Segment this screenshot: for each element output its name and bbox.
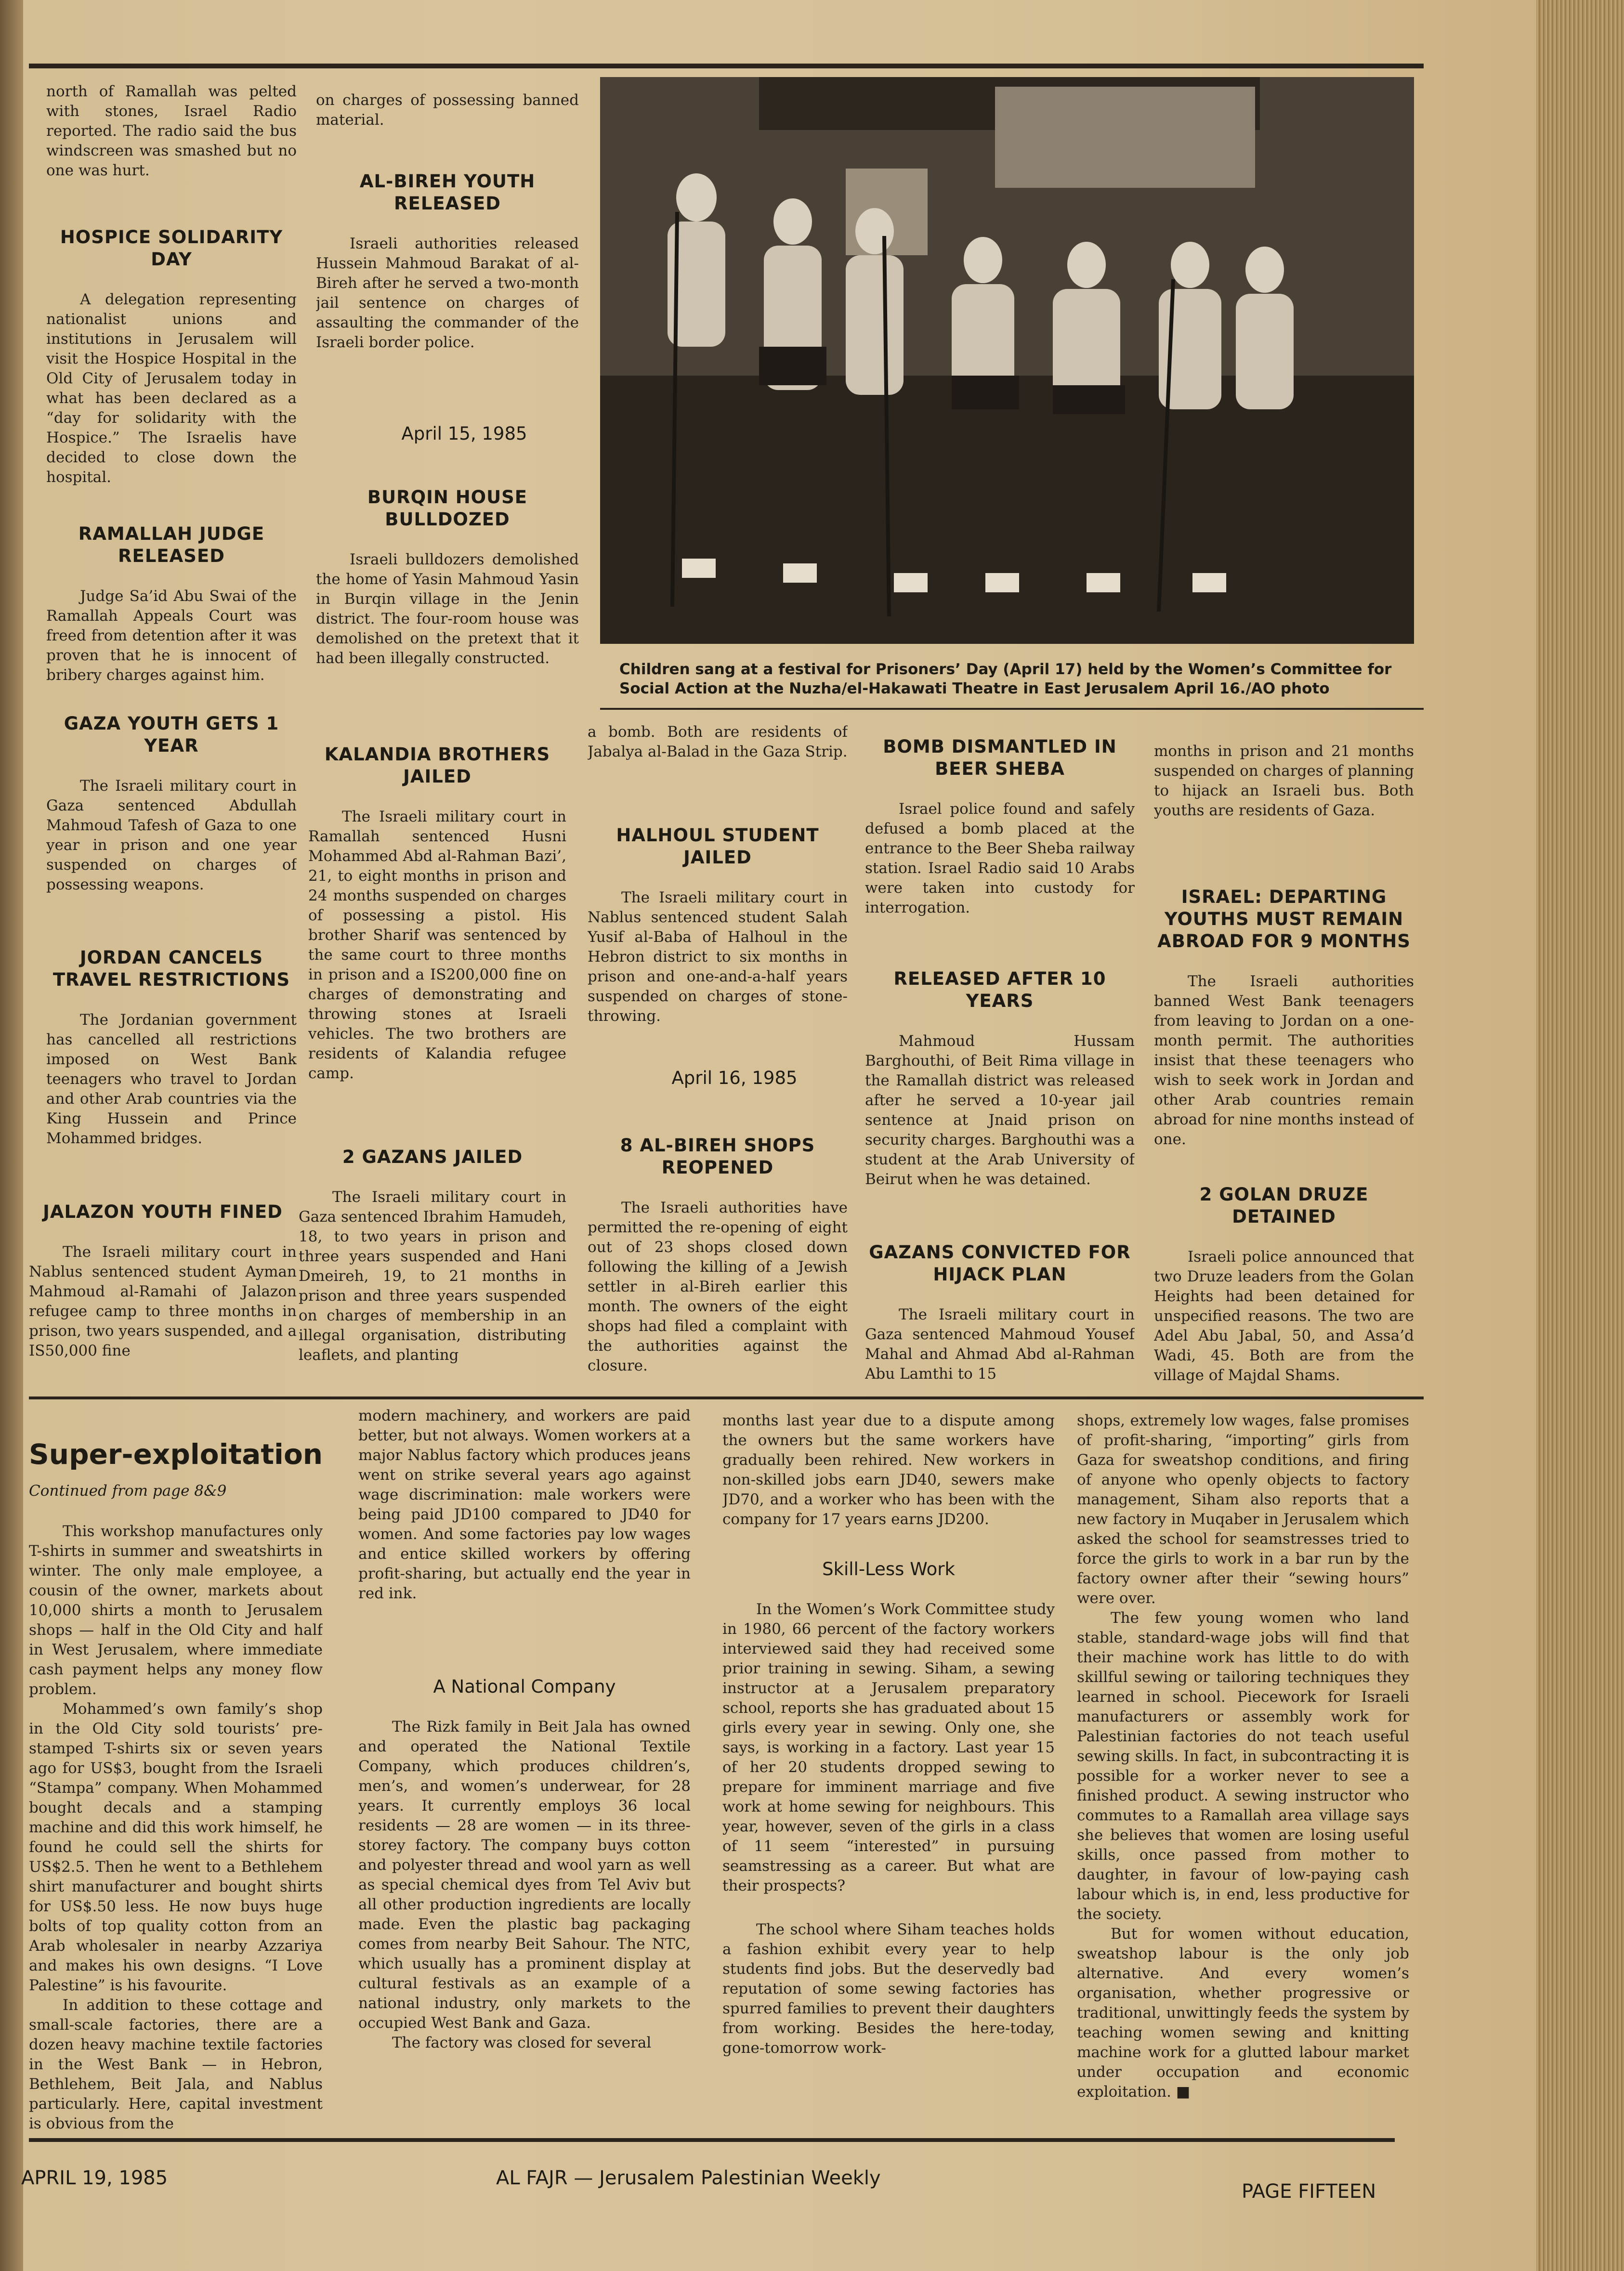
article-kalandia xyxy=(308,744,566,1083)
photo-bottom-rule xyxy=(600,708,1424,710)
article-text: The Israeli military court in Gaza sentenced Mahmoud Yousef Mahal and Ahmad Abd al-Rahman Abu Lamthi to 15 xyxy=(865,1306,1135,1383)
article-intro xyxy=(46,82,297,181)
article-burqin xyxy=(316,486,579,668)
feature-paragraph: Mohammed’s own family’s shop in the Old City sold tourists’ pre-stamped T-shirts six or seven years ago for US$3, bought from the Israeli “Stampa” company. When Mohammed bought decals and a stamping machine and did this work himself, he found he could sell the shirts for US$2.5. Then he went to a Bethlehem shirt manufacturer and bought shirts for US$.50 less. He now buys huge bolts of top quality cotton from an Arab wholesaler in nearby Azzariya and makes his own designs. “I Love Palestine” is his favourite. xyxy=(29,1700,323,1994)
headline: RAMALLAH JUDGE RELEASED xyxy=(78,523,265,566)
headline: 2 GOLAN DRUZE DETAINED xyxy=(1199,1184,1369,1227)
headline: GAZA YOUTH GETS 1 YEAR xyxy=(64,713,279,756)
feature-paragraph: The factory was closed for several xyxy=(392,2034,652,2051)
feature-paragraph: The Rizk family in Beit Jala has owned and operated the National Textile Company, which produces children’s, men’s, and women’s underwear, for 28 years. It currently employs 36 local residents — 28 are women — in its three-storey factory. The company buys cotton and polyester thread and wool yarn as well as special chemical dyes from Tel Aviv but all other production ingredients are locally made. Even the plastic bag packaging comes from nearby Beit Sahour. The NTC, which usually has a prominent display at cultural festivals as an example of a national industry, only markets to the occupied West Bank and Gaza. xyxy=(358,1718,691,2032)
headline: JORDAN CANCELS TRAVEL RESTRICTIONS xyxy=(52,947,290,990)
article-text: The Israeli military court in Gaza sentenced Ibrahim Hamudeh, 18, to two years in prison and three years suspended and Hani Dmeireh, 19, to 21 months in prison and three years suspended on charges of membership in an illegal organisation, distributing leaflets, and planting xyxy=(299,1188,566,1364)
headline: 8 AL-BIREH SHOPS REOPENED xyxy=(620,1135,815,1178)
headline: ISRAEL: DEPARTING YOUTHS MUST REMAIN ABROAD FOR 9 MONTHS xyxy=(1157,887,1411,952)
feature-paragraph: But for women without education, sweatshop labour is the only job alternative. And every women’s organisation, whether progressive or traditional, unwittingly feeds the system by teaching women sewing and knitting machine work for a glutted labour market under occupation and economic exploitation. ■ xyxy=(1077,1925,1409,2101)
article-text: Israeli authorities released Hussein Mahmoud Barakat of al-Bireh after he served a two-month jail sentence on charges of assaulting the commander of the Israeli border police. xyxy=(316,235,579,351)
feature-paragraph: The few young women who land stable, standard-wage jobs will find that their machine work has little to do with skillful sewing or tailoring techniques they learned in school. Piecework for Israeli manufacturers or assembly work for Palestinian factories do not teach useful sewing skills. In fact, in subcontracting it is possible for a worker never to see a finished product. A sewing instructor who commutes to a Ramallah area village says she believes that women are losing useful skills, once passed from mother to daughter, in favour of low-paying cash labour which is, in end, less productive for the society. xyxy=(1077,1609,1409,1923)
subheading-skill-less-work: Skill-Less Work xyxy=(822,1559,955,1579)
article-banned xyxy=(316,91,579,130)
feature-paragraph: In the Women’s Work Committee study in 1980, 66 percent of the factory workers interviewed said they had received some prior training in sewing. Siham, a sewing instructor at a Jerusalem preparatory school, reports she has graduated about 15 girls every year in sewing. Only one, she says, is working in a factory. Last year 15 of her 20 students dropped sewing to prepare for imminent marriage and five work at home sewing for neighbours. This year, however, seven of the girls in a class of 11 seem “interested” in pursuing seamstressing as a career. But what are their prospects? xyxy=(722,1601,1055,1894)
article-released-10 xyxy=(865,968,1135,1189)
article-druze xyxy=(1154,1184,1414,1385)
feature-paragraph: modern machinery, and workers are paid better, but not always. Women workers at a major Nablus factory which produces jeans went on strike several years ago against wage discrimination: male workers were being paid JD100 compared to JD40 for women. And some factories pay low wages and entice skilled workers by offering profit-sharing, but actually end the year in red ink. xyxy=(358,1407,691,1602)
dateline: April 15, 1985 xyxy=(401,424,527,444)
article-hijack xyxy=(865,1241,1135,1395)
article-bomb-cont xyxy=(588,722,848,762)
article-text: The Israeli military court in Nablus sentenced student Ayman Mahmoud al-Ramahi of Jalazon refugee camp to three months in prison, two years suspended, and a IS50,000 fine xyxy=(29,1243,297,1359)
article-text: The Israeli authorities banned West Bank teenagers from leaving to Jordan on a one-month permit. The authorities insist that these teenagers who wish to seek work in Jordan and other Arab countries remain abroad for nine months instead of one. xyxy=(1154,973,1414,1148)
article-hospice xyxy=(46,226,297,487)
subheading-national-company: A National Company xyxy=(433,1676,616,1697)
dateline-apr16 xyxy=(588,1068,848,1088)
feature-paragraph: In addition to these cottage and small-scale factories, there are a dozen heavy machine textile factories in the West Bank — in Hebron, Bethlehem, Beit Jala, and Nablus particularly. Here, capital investment is obvious from the xyxy=(29,1997,323,2132)
headline: HALHOUL STUDENT JAILED xyxy=(616,825,819,868)
article-text: The Israeli military court in Gaza sentenced Abdullah Mahmoud Tafesh of Gaza to one year in prison and one year suspended on charges of possessing weapons. xyxy=(46,777,297,893)
article-text: A delegation representing nationalist unions and institutions in Jerusalem will visit the Hospice Hospital in the Old City of Jerusalem today in what has been declared as a “day for solidarity with the Hospice.” The Israelis have decided to close down the hospital. xyxy=(46,291,297,486)
article-shops xyxy=(588,1135,848,1395)
article-hijack-cont xyxy=(1154,742,1414,821)
photo-caption: Children sang at a festival for Prisoners’ Day (April 17) held by the Women’s Committee for Social Action at the Nuzha/el-Hakawati Theatre in East Jerusalem April 16./AO photo xyxy=(619,661,1392,697)
bottom-rule xyxy=(29,2138,1395,2142)
article-jordan xyxy=(46,947,297,1149)
article-albireh-youth xyxy=(316,170,579,352)
headline: BOMB DISMANTLED IN BEER SHEBA xyxy=(883,736,1117,779)
binding-gutter xyxy=(0,0,23,2271)
article-text: Israeli police announced that two Druze leaders from the Golan Heights had been detained for unspecified reasons. The two are Adel Abu Jabal, 50, and Assa’d Wadi, 45. Both are from the village of Majdal Shams. xyxy=(1154,1248,1414,1384)
article-departing xyxy=(1154,886,1414,1149)
footer-publication: AL FAJR — Jerusalem Palestinian Weekly xyxy=(496,2167,881,2189)
feature-paragraph: shops, extremely low wages, false promises of profit-sharing, “importing” girls from Gaza for sweatshop conditions, and firing of anyone who openly objects to factory management, Siham also reports that a new factory in Muqaber in Jerusalem which asked the school for seamstresses tried to force the girls to work in a bar run by the factory owner after their “sewing hours” were over. xyxy=(1077,1412,1409,1607)
headline: GAZANS CONVICTED FOR HIJACK PLAN xyxy=(869,1242,1131,1285)
feature-column-1 xyxy=(29,1522,323,2136)
children-singing-image xyxy=(600,77,1414,644)
headline: BURQIN HOUSE BULLDOZED xyxy=(367,487,528,530)
article-text: a bomb. Both are residents of Jabalya al-Balad in the Gaza Strip. xyxy=(588,723,848,760)
article-text: The Israeli authorities have permitted the re-opening of eight out of 23 shops closed down following the killing of a Jewish settler in al-Bireh earlier this month. The owners of the eight shops had filed a complaint with the authorities against the closure. xyxy=(588,1199,848,1374)
feature-title: Super-exploitation xyxy=(29,1438,323,1471)
headline: AL-BIREH YOUTH RELEASED xyxy=(359,171,536,214)
article-text: months in prison and 21 months suspended on charges of planning to hijack an Israeli bus. Both youths are residents of Gaza. xyxy=(1154,743,1414,819)
article-text: Judge Sa’id Abu Swai of the Ramallah Appeals Court was freed from detention after it was proven that he is innocent of bribery charges against him. xyxy=(46,587,297,684)
article-text: on charges of possessing banned material. xyxy=(316,91,579,129)
article-text: The Jordanian government has cancelled all restrictions imposed on West Bank teenagers who travel to Jordan and other Arab countries via the King Hussein and Prince Mohammed bridges. xyxy=(46,1011,297,1147)
mid-rule xyxy=(29,1397,1424,1399)
article-jalazon xyxy=(29,1201,297,1394)
feature-continued-note: Continued from page 8&9 xyxy=(29,1482,227,1500)
article-gazans-jailed xyxy=(299,1146,566,1394)
footer-page-number: PAGE FIFTEEN xyxy=(1242,2180,1376,2203)
article-ramallah-judge xyxy=(46,523,297,685)
book-page-edges xyxy=(1536,0,1624,2271)
article-text: Mahmoud Hussam Barghouthi, of Beit Rima village in the Ramallah district was released after he served a 10-year jail sentence at Jnaid prison on security charges. Barghouthi was a student at the Arab University of Beirut when he was detained. xyxy=(865,1032,1135,1188)
headline: 2 GAZANS JAILED xyxy=(342,1147,523,1167)
headline: RELEASED AFTER 10 YEARS xyxy=(893,968,1106,1011)
headline: HOSPICE SOLIDARITY DAY xyxy=(60,227,283,270)
article-text: Israel police found and safely defused a bomb placed at the entrance to the Beer Sheba railway station. Israel Radio said 10 Arabs were taken into custody for interrogation. xyxy=(865,800,1135,916)
article-text: The Israeli military court in Nablus sentenced student Salah Yusif al-Baba of Halhoul in the Hebron district to six months in prison and one-and-a-half years suspended on charges of stone-throwing. xyxy=(588,889,848,1025)
article-text: The Israeli military court in Ramallah sentenced Husni Mohammed Abd al-Rahman Bazi’, 21, to eight months in prison and 24 months suspended on charges of possessing a pistol. His brother Sharif was sentenced by the same court to three months in prison and a IS200,000 fine on charges of demonstrating and throwing stones at Israeli vehicles. The two brothers are residents of Kalandia refugee camp. xyxy=(308,808,566,1082)
article-bomb-beersheba xyxy=(865,736,1135,918)
article-text: Israeli bulldozers demolished the home of Yasin Mahmoud Yasin in Burqin village in the Jenin district. The four-room house was demolished on the pretext that it had been illegally constructed. xyxy=(316,551,579,667)
article-halhoul xyxy=(588,824,848,1026)
footer-date: APRIL 19, 1985 xyxy=(21,2167,168,2189)
headline: JALAZON YOUTH FINED xyxy=(43,1201,283,1222)
feature-column-2 xyxy=(358,1406,691,2136)
feature-paragraph: The school where Siham teaches holds a fashion exhibit every year to help students find jobs. But the deservedly bad reputation of some sewing factories has spurred families to prevent their daughters from working. Besides the here-today, gone-tomorrow work- xyxy=(722,1921,1055,2057)
dateline: April 16, 1985 xyxy=(671,1068,798,1088)
feature-column-4 xyxy=(1077,1411,1409,2136)
dateline-apr15 xyxy=(316,424,579,444)
feature-column-3 xyxy=(722,1411,1055,2136)
headline: KALANDIA BROTHERS JAILED xyxy=(324,744,550,787)
top-rule xyxy=(29,64,1424,68)
festival-photo xyxy=(600,77,1414,644)
article-gaza-youth xyxy=(46,713,297,895)
article-text: north of Ramallah was pelted with stones, Israel Radio reported. The radio said the bus windscreen was smashed but no one was hurt. xyxy=(46,83,297,179)
feature-paragraph: months last year due to a dispute among the owners but the same workers have gradually been rehired. New workers in non-skilled jobs earn JD40, sewers make JD70, and a worker who has been with the company for 17 years earns JD200. xyxy=(722,1412,1055,1528)
feature-paragraph: This workshop manufactures only T-shirts in summer and sweatshirts in winter. The only male employee, a cousin of the owner, markets about 10,000 shirts a month to Jerusalem shops — half in the Old City and half in West Jerusalem, where immediate cash payment helps any money flow problem. xyxy=(29,1523,323,1698)
